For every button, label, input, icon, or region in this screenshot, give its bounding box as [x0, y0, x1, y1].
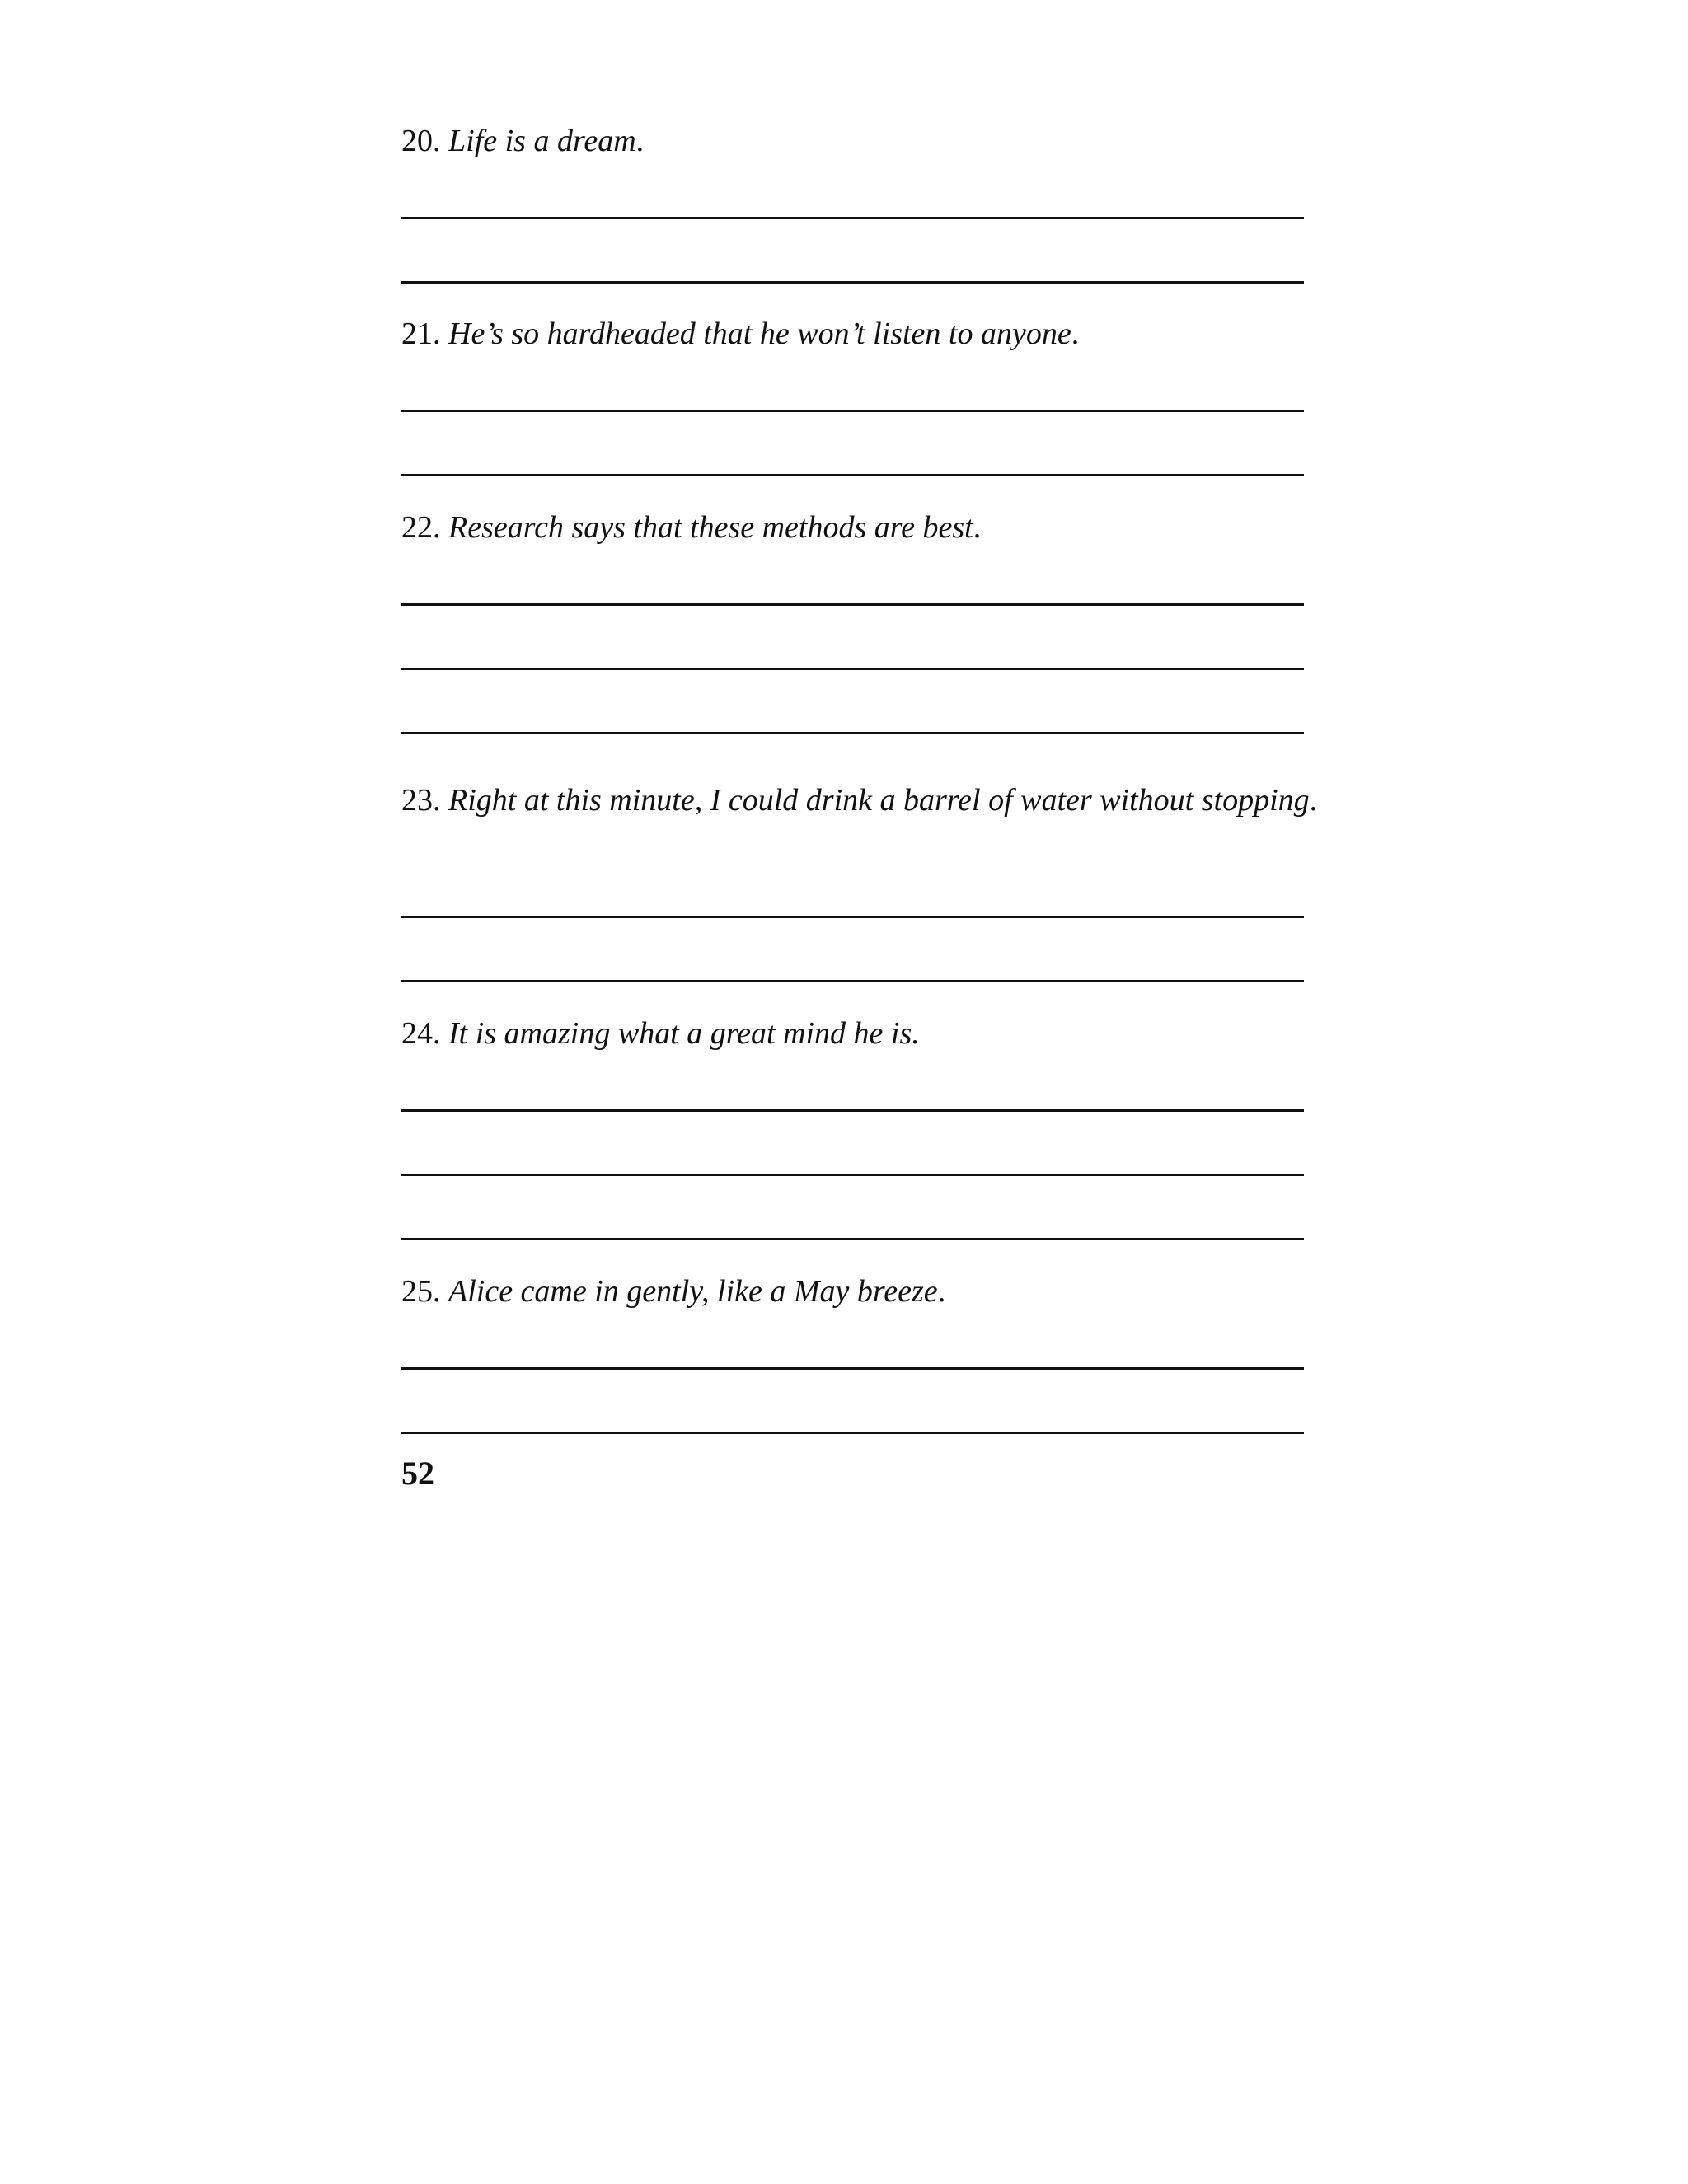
answer-line[interactable] [401, 1238, 1304, 1240]
exercise-sentence: It is amazing what a great mind he is. [448, 1016, 920, 1051]
answer-line[interactable] [401, 217, 1304, 219]
answer-line[interactable] [401, 980, 1304, 982]
exercise-sentence: Right at this minute, I could drink a barrel of water without stopping [448, 783, 1310, 818]
exercise-23 [401, 779, 1320, 822]
answer-line[interactable] [401, 916, 1304, 918]
exercise-prompt [401, 1012, 1320, 1055]
answer-line[interactable] [401, 1174, 1304, 1176]
answer-line[interactable] [401, 1109, 1304, 1112]
answer-line[interactable] [401, 668, 1304, 670]
exercise-number: 21. [401, 316, 441, 351]
exercise-prompt [401, 1270, 1320, 1313]
sentence-period: . [1071, 316, 1080, 351]
exercise-number: 23. [401, 783, 441, 818]
exercise-number: 25. [401, 1274, 441, 1309]
exercise-21 [401, 312, 1320, 355]
exercise-prompt [401, 120, 1320, 162]
exercise-sentence: Alice came in gently, like a May breeze [448, 1274, 938, 1309]
exercise-number: 20. [401, 124, 441, 158]
answer-line[interactable] [401, 732, 1304, 734]
answer-line[interactable] [401, 410, 1304, 412]
exercise-24 [401, 1012, 1320, 1055]
exercise-sentence: He’s so hardheaded that he won’t listen to anyone [448, 316, 1071, 351]
exercise-number: 22. [401, 510, 441, 545]
answer-line[interactable] [401, 474, 1304, 476]
sentence-period: . [1309, 783, 1318, 818]
answer-line[interactable] [401, 1367, 1304, 1370]
exercise-sentence: Life is a dream [448, 124, 636, 158]
sentence-period: . [635, 124, 645, 158]
exercise-prompt [401, 506, 1320, 549]
exercise-prompt [401, 312, 1320, 355]
answer-line[interactable] [401, 1432, 1304, 1434]
exercise-number: 24. [401, 1016, 441, 1051]
exercise-25 [401, 1270, 1320, 1313]
page-number: 52 [401, 1455, 434, 1492]
answer-line[interactable] [401, 281, 1304, 284]
answer-line[interactable] [401, 603, 1304, 606]
exercise-prompt [401, 779, 1320, 822]
exercise-20 [401, 120, 1320, 162]
sentence-period: . [937, 1274, 946, 1309]
sentence-period: . [973, 510, 982, 545]
exercise-22 [401, 506, 1320, 549]
exercise-sentence: Research says that these methods are best [448, 510, 973, 545]
